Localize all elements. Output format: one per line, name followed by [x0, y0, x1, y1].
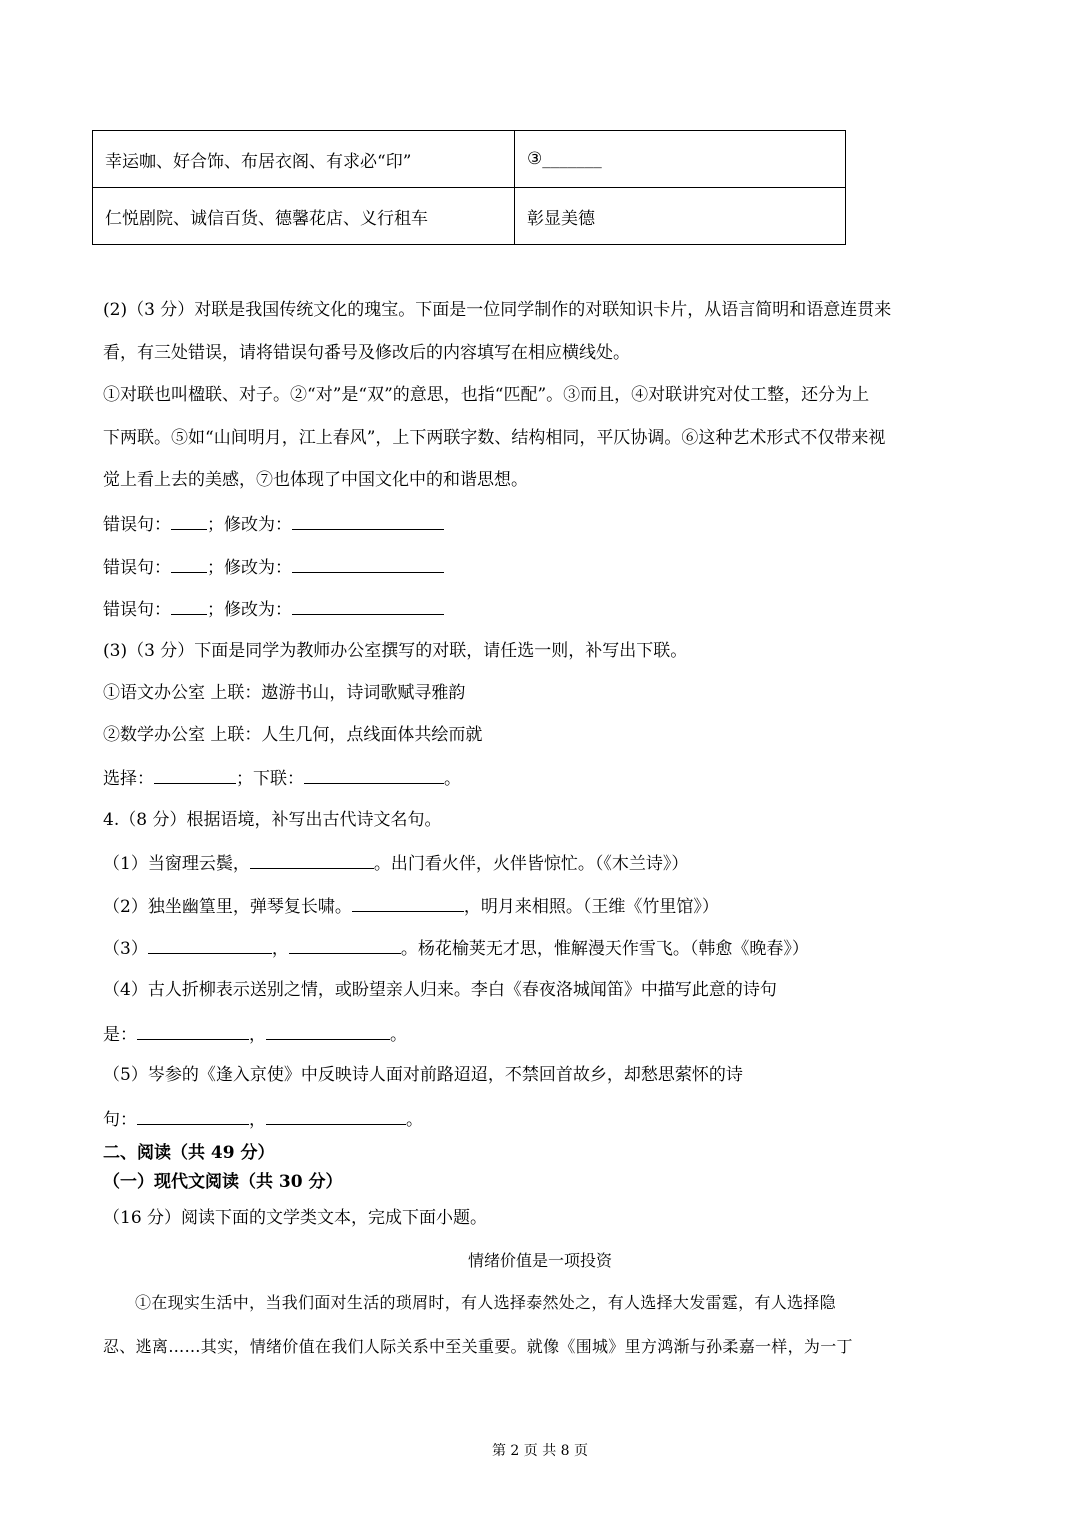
period: 。 [390, 1025, 407, 1045]
q4-blank[interactable] [266, 1106, 406, 1125]
q2-card-line2: 下两联。⑤如“山间明月，江上春风”，上下两联字数、结构相同，平仄协调。⑥这种艺术形式不仅带来视 [103, 428, 886, 448]
q4-blank[interactable] [250, 850, 374, 869]
q3-answer-row [103, 765, 461, 791]
q4-item3-text: （3） [103, 939, 148, 959]
q2-card-line1: ①对联也叫楹联、对子。②“对”是“双”的意思，也指“匹配”。③而且，④对联讲究对仗工整，还分为上 [103, 385, 870, 405]
q3-option2: ②数学办公室 上联：人生几何，点线面体共绘而就 [103, 725, 483, 745]
q4-item3-text: ， [271, 939, 289, 959]
error-label: 错误句： [103, 515, 171, 535]
comma: ， [249, 1025, 266, 1045]
article-title: 情绪价值是一项投资 [467, 1251, 612, 1270]
error-answer-row [103, 596, 444, 622]
error-blank[interactable] [171, 596, 207, 615]
error-blank[interactable] [171, 554, 207, 573]
q4-item3-text: 。杨花榆荚无才思，惟解漫天作雪飞。（韩愈《晚春》） [400, 939, 809, 959]
q4-item2-text: （2）独坐幽篁里，弹琴复长啸。 [103, 897, 352, 917]
reading-task: （16 分）阅读下面的文学类文本，完成下面小题。 [103, 1208, 488, 1228]
table-row [93, 188, 846, 245]
q4-blank[interactable] [352, 893, 464, 912]
fix-label: ；修改为： [207, 558, 292, 578]
select-label: 选择： [103, 769, 154, 789]
error-label: 错误句： [103, 558, 171, 578]
q4-item1-text: 。出门看火伴，火伴皆惊忙。（《木兰诗》） [373, 854, 689, 874]
q2-intro-line1: (2)（3 分）对联是我国传统文化的瑰宝。下面是一位同学制作的对联知识卡片，从语言简明和语意连贯来 [103, 300, 892, 320]
section-heading: 二、阅读（共 49 分） [103, 1143, 275, 1163]
comma: ， [249, 1110, 266, 1130]
q4-item3 [103, 935, 809, 961]
q4-blank[interactable] [137, 1021, 249, 1040]
fix-label: ；修改为： [207, 515, 292, 535]
q2-intro-line2: 看，有三处错误，请将错误句番号及修改后的内容填写在相应横线处。 [103, 343, 630, 363]
fix-label: ；修改为： [207, 600, 292, 620]
page-footer: 第 2 页 共 8 页 [491, 1443, 589, 1459]
q2-card-line3: 觉上看上去的美感，⑦也体现了中国文化中的和谐思想。 [103, 470, 528, 490]
q4-item4-answer [103, 1021, 407, 1047]
error-blank[interactable] [171, 511, 207, 530]
q3-intro: (3)（3 分）下面是同学为教师办公室撰写的对联，请任选一则，补写出下联。 [103, 641, 688, 661]
q3-option1: ①语文办公室 上联：遨游书山，诗词歌赋寻雅韵 [103, 683, 466, 703]
q4-item1 [103, 850, 688, 876]
error-label: 错误句： [103, 600, 171, 620]
table-cell: 彰显美德 [515, 188, 846, 245]
table-cell: 幸运咖、好合饰、布居衣阁、有求必“印” [93, 131, 515, 188]
article-paragraph-line: 忍、逃离……其实，情绪价值在我们人际关系中至关重要。就像《围城》里方鸿渐与孙柔嘉一样，为一丁 [103, 1337, 853, 1356]
fix-blank[interactable] [292, 596, 444, 615]
article-paragraph-line: ①在现实生活中，当我们面对生活的琐屑时，有人选择泰然处之，有人选择大发雷霆，有人选择隐 [135, 1293, 836, 1312]
q4-title: 4.（8 分）根据语境，补写出古代诗文名句。 [103, 810, 442, 830]
lower-label: ；下联： [236, 769, 304, 789]
table-cell: ③_______ [515, 131, 846, 188]
period: 。 [444, 769, 461, 789]
q4-item2 [103, 893, 719, 919]
q4-item4-text: 是： [103, 1025, 137, 1045]
subsection-heading: （一）现代文阅读（共 30 分） [103, 1172, 343, 1192]
q4-item1-text: （1）当窗理云鬓， [103, 854, 250, 874]
fix-blank[interactable] [292, 511, 444, 530]
error-answer-row [103, 511, 444, 537]
q4-blank[interactable] [289, 935, 401, 954]
q4-blank[interactable] [137, 1106, 249, 1125]
table-row [93, 131, 846, 188]
q4-item4: （4）古人折柳表示送别之情，或盼望亲人归来。李白《春夜洛城闻笛》中描写此意的诗句 [103, 980, 777, 1000]
fix-blank[interactable] [292, 554, 444, 573]
q4-item5-text: 句： [103, 1110, 137, 1130]
lower-blank[interactable] [304, 765, 444, 784]
q4-item5: （5）岑参的《逢入京使》中反映诗人面对前路迢迢，不禁回首故乡，却愁思萦怀的诗 [103, 1065, 743, 1085]
error-answer-row [103, 554, 444, 580]
period: 。 [406, 1110, 423, 1130]
shop-name-table [92, 130, 846, 245]
q4-blank[interactable] [266, 1021, 390, 1040]
table-cell: 仁悦剧院、诚信百货、德馨花店、义行租车 [93, 188, 515, 245]
q4-item2-text: ，明月来相照。（王维《竹里馆》） [463, 897, 719, 917]
select-blank[interactable] [154, 765, 236, 784]
q4-item5-answer [103, 1106, 423, 1132]
q4-blank[interactable] [148, 935, 272, 954]
